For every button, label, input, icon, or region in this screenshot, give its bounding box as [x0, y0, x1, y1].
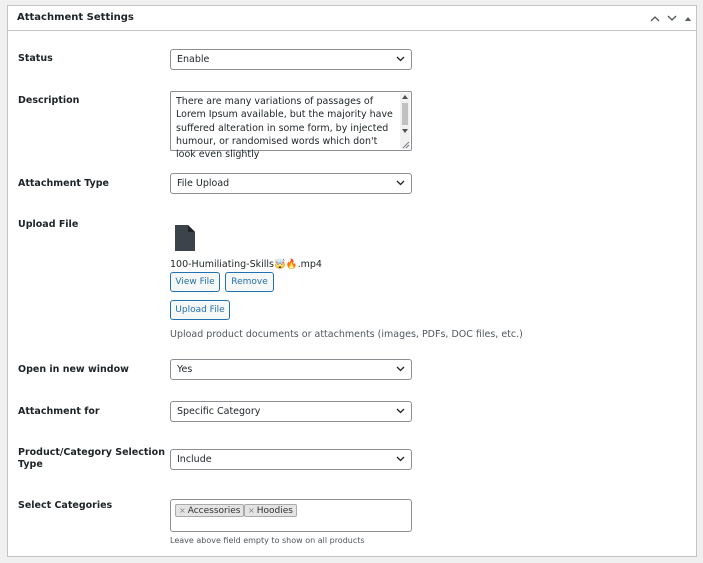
- upload-help-text: Upload product documents or attachments (images, PDFs, DOC files, etc.): [170, 329, 523, 340]
- upload-file-button[interactable]: Upload File: [170, 300, 230, 320]
- category-chip-accessories[interactable]: [175, 504, 244, 517]
- toggle-panel-button[interactable]: [683, 11, 693, 25]
- open-new-window-value: Yes: [177, 364, 193, 375]
- category-chip-hoodies[interactable]: [244, 504, 297, 517]
- scroll-up-icon[interactable]: [402, 95, 408, 99]
- status-value: Enable: [177, 54, 210, 65]
- status-label: Status: [18, 53, 53, 64]
- upload-file-label: Upload File: [18, 219, 79, 230]
- chevron-down-icon: [667, 15, 677, 22]
- attachment-type-select[interactable]: [170, 173, 412, 194]
- chip-label: Accessories: [187, 506, 241, 516]
- attachment-for-value: Specific Category: [177, 406, 261, 417]
- chevron-up-icon: [650, 15, 660, 22]
- attachment-for-label: Attachment for: [18, 406, 100, 417]
- attachment-for-select[interactable]: [170, 401, 412, 422]
- scroll-down-icon[interactable]: [402, 129, 408, 133]
- selection-type-select[interactable]: [170, 449, 412, 470]
- move-up-button[interactable]: [648, 11, 662, 25]
- panel-title: Attachment Settings: [17, 12, 134, 23]
- categories-help-text: Leave above field empty to show on all products: [170, 536, 365, 545]
- view-file-button[interactable]: View File: [170, 272, 220, 292]
- status-select[interactable]: [170, 49, 412, 70]
- document-icon: [175, 225, 195, 251]
- remove-button[interactable]: Remove: [225, 272, 274, 292]
- attachment-type-value: File Upload: [177, 178, 230, 189]
- select-categories-label: Select Categories: [18, 500, 113, 511]
- description-label: Description: [18, 95, 80, 106]
- resize-handle-icon[interactable]: [402, 141, 409, 148]
- categories-multiselect[interactable]: [170, 499, 412, 532]
- attachment-settings-panel: [7, 5, 697, 557]
- chevron-down-icon: [396, 180, 405, 186]
- panel-header: [8, 6, 696, 31]
- selection-type-label-line2: Type: [18, 459, 43, 470]
- chevron-down-icon: [396, 56, 405, 62]
- open-new-window-select[interactable]: [170, 359, 412, 380]
- description-text: There are many variations of passages of Lorem Ipsum available, but the majority have suffered alteration in some form, by injected humour, or randomised words which don't look even slightly: [176, 96, 393, 161]
- chevron-down-icon: [396, 456, 405, 462]
- triangle-up-icon: [685, 16, 691, 21]
- file-name: 100-Humiliating-Skills🤯🔥.mp4: [170, 259, 322, 270]
- selection-type-label: Product/Category Selection: [18, 447, 165, 458]
- chevron-down-icon: [396, 408, 405, 414]
- chip-remove-icon[interactable]: ×: [248, 506, 255, 515]
- selection-type-value: Include: [177, 454, 212, 465]
- chip-label: Hoodies: [256, 506, 293, 516]
- open-new-window-label: Open in new window: [18, 364, 129, 375]
- description-textarea[interactable]: [170, 91, 412, 161]
- scrollbar-thumb[interactable]: [402, 103, 408, 125]
- attachment-type-label: Attachment Type: [18, 178, 109, 189]
- chip-remove-icon[interactable]: ×: [179, 506, 186, 515]
- chevron-down-icon: [396, 366, 405, 372]
- move-down-button[interactable]: [665, 11, 679, 25]
